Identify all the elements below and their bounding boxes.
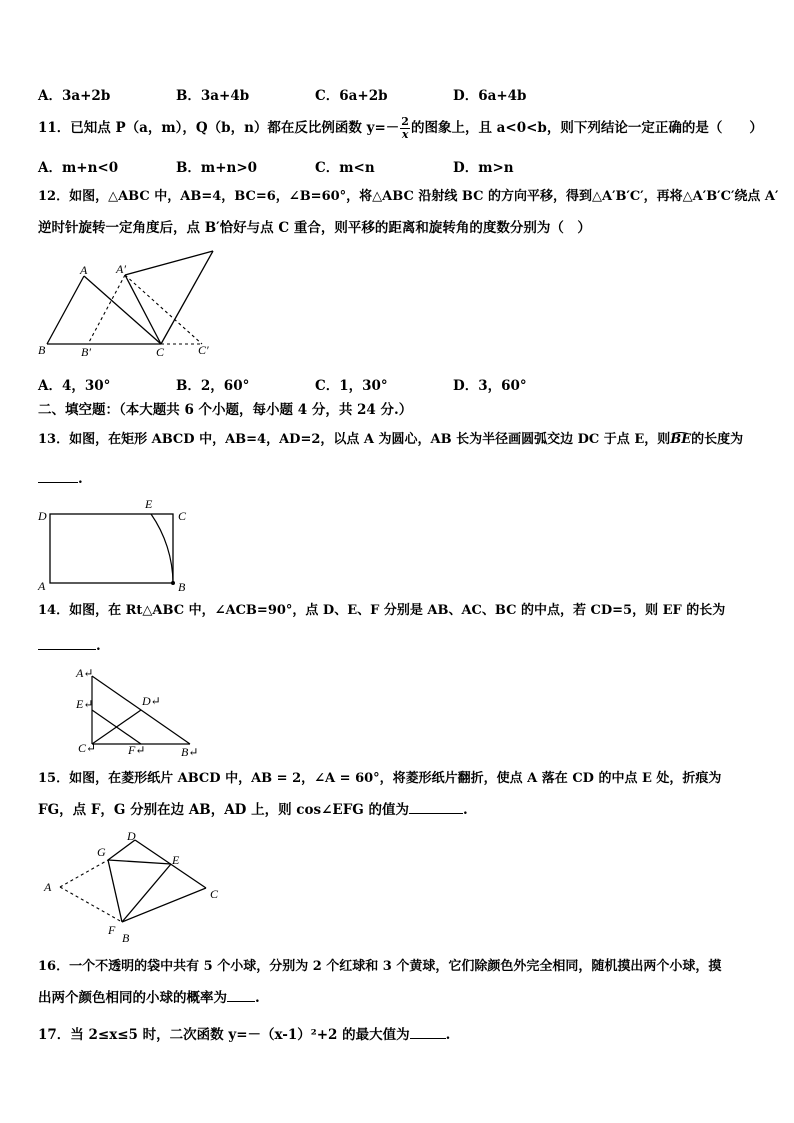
q13-rectangle bbox=[50, 514, 173, 583]
q13-arc-mark bbox=[671, 432, 690, 438]
q14-label-f: F↵ bbox=[128, 743, 146, 757]
q13-label-a: A bbox=[38, 579, 46, 593]
q13-label-d: D bbox=[38, 509, 47, 523]
q10-option-a: A．3a+2b bbox=[38, 88, 111, 104]
q12-seg-top-c bbox=[161, 251, 213, 344]
q10-option-c: C．6a+2b bbox=[315, 88, 388, 104]
q14-label-c: C↵ bbox=[78, 741, 97, 755]
q15-label-b: B bbox=[122, 931, 130, 945]
q13-label-b: B bbox=[178, 580, 186, 594]
q11-fraction bbox=[400, 116, 410, 141]
q13-arc-be bbox=[670, 431, 691, 449]
q14-figure bbox=[72, 660, 212, 760]
q13-line2 bbox=[38, 470, 83, 488]
q16-line2 bbox=[38, 989, 260, 1007]
q15-seg-ef bbox=[122, 864, 171, 922]
q12-label-a1: A′ bbox=[116, 262, 126, 276]
q13-label-e: E bbox=[145, 497, 153, 511]
q15-line2-end: . bbox=[463, 802, 468, 818]
q14-line2-end: . bbox=[96, 638, 101, 654]
q15-seg-af bbox=[60, 887, 122, 922]
q17-text-end: . bbox=[445, 1027, 451, 1043]
q14-label-b: B↵ bbox=[181, 745, 199, 759]
q12-seg-a1-top bbox=[125, 251, 213, 275]
q14-label-e: E↵ bbox=[76, 697, 94, 711]
q10-option-d: D．6a+4b bbox=[453, 88, 527, 104]
q13-line2-end: . bbox=[78, 471, 83, 487]
q11-option-b: B．m+n>0 bbox=[176, 160, 258, 176]
q15-answer-blank[interactable] bbox=[409, 801, 463, 814]
q13-answer-blank[interactable] bbox=[38, 470, 78, 483]
q12-label-a: A bbox=[80, 263, 88, 277]
q12-line1: 12．如图，△ABC 中，AB=4，BC=6，∠B=60°，将△ABC 沿射线 BC 的方向平移，得到△A′B′C′，再将△A′B′C′绕点 A′ bbox=[38, 189, 779, 204]
q13-arc-label: BE bbox=[670, 432, 692, 447]
q13-line1-b: 的长度为 bbox=[691, 432, 744, 447]
q15-label-e: E bbox=[172, 853, 180, 867]
q15-label-d: D bbox=[127, 829, 136, 843]
q15-seg-gd bbox=[108, 840, 135, 860]
q12-label-b: B bbox=[38, 343, 46, 357]
q12-seg-ac bbox=[84, 276, 161, 344]
q11-option-a: A．m+n<0 bbox=[38, 160, 119, 176]
q12-option-b: B．2，60° bbox=[176, 378, 250, 394]
q12-seg-a1c bbox=[125, 275, 161, 344]
q14-line1: 14．如图，在 Rt△ABC 中，∠ACB=90°，点 D、E、F 分别是 AB、AC、BC 的中点，若 CD=5，则 EF 的长为 bbox=[38, 603, 726, 618]
q12-label-c1: C′ bbox=[198, 343, 209, 357]
q15-figure bbox=[38, 826, 228, 946]
q15-label-a: A bbox=[44, 880, 52, 894]
q15-label-f: F bbox=[108, 923, 116, 937]
q13-figure bbox=[34, 494, 194, 594]
q12-label-b1: B′ bbox=[81, 345, 91, 359]
q16-line2-a: 出两个颜色相同的小球的概率为 bbox=[38, 990, 227, 1006]
q11-frac-num: 2 bbox=[401, 115, 409, 128]
q13-point-b bbox=[171, 581, 175, 585]
q15-label-g: G bbox=[97, 845, 106, 859]
q15-line2 bbox=[38, 801, 468, 819]
q11-stem-a: 11．已知点 P（a，m），Q（b，n）都在反比例函数 y=－ bbox=[38, 120, 400, 136]
q13-line1-a: 13．如图，在矩形 ABCD 中，AB=4，AD=2，以点 A 为圆心，AB 长为半径画圆弧交边 DC 于点 E，则 bbox=[38, 432, 671, 447]
q12-option-d: D．3，60° bbox=[453, 378, 527, 394]
q12-option-c: C．1，30° bbox=[315, 378, 388, 394]
q11-frac-den: x bbox=[401, 128, 409, 141]
section-fill-blank-heading: 二、填空题：（本大题共 6 个小题，每小题 4 分，共 24 分.） bbox=[38, 402, 413, 418]
q17-answer-blank[interactable] bbox=[410, 1026, 446, 1039]
q12-label-c: C bbox=[156, 345, 165, 359]
q15-seg-gf bbox=[108, 860, 122, 922]
q12-option-a: A．4，30° bbox=[38, 378, 111, 394]
q15-line2-a: FG，点 F，G 分别在边 AB，AD 上，则 cos∠EFG 的值为 bbox=[38, 802, 410, 818]
q14-line2 bbox=[38, 637, 101, 655]
q13-line1 bbox=[38, 431, 743, 449]
q12-line2: 逆时针旋转一定角度后，点 B′恰好与点 C 重合，则平移的距离和旋转角的度数分别为（ ） bbox=[38, 220, 591, 236]
q17-text-a: 17．当 2≤x≤5 时，二次函数 y=－（x-1）²+2 的最大值为 bbox=[38, 1027, 410, 1043]
q15-seg-cb bbox=[122, 888, 206, 922]
q11-stem bbox=[38, 113, 763, 143]
q16-answer-blank[interactable] bbox=[227, 989, 255, 1002]
q11-option-d: D．m>n bbox=[453, 160, 514, 176]
q14-label-a: A↵ bbox=[76, 666, 94, 680]
q17-text bbox=[38, 1026, 450, 1044]
q15-seg-ge bbox=[108, 860, 171, 864]
q11-stem-b: 的图象上，且 a<0<b，则下列结论一定正确的是（ ） bbox=[410, 120, 763, 136]
q12-seg-a1c1 bbox=[125, 275, 202, 344]
q12-seg-a1b1 bbox=[88, 275, 125, 344]
q15-seg-ag bbox=[60, 860, 108, 887]
q11-option-c: C．m<n bbox=[315, 160, 375, 176]
q15-line1: 15．如图，在菱形纸片 ABCD 中，AB = 2，∠A = 60°，将菱形纸片翻折，使点 A 落在 CD 的中点 E 处，折痕为 bbox=[38, 771, 722, 786]
q13-label-c: C bbox=[178, 509, 187, 523]
q12-seg-ab bbox=[47, 276, 84, 344]
q16-line2-end: . bbox=[255, 990, 260, 1006]
q14-answer-blank[interactable] bbox=[38, 637, 96, 650]
q16-line1: 16．一个不透明的袋中共有 5 个小球，分别为 2 个红球和 3 个黄球，它们除颜色外完全相同，随机摸出两个小球，摸 bbox=[38, 959, 722, 974]
q15-label-c: C bbox=[210, 887, 219, 901]
q10-option-b: B．3a+4b bbox=[176, 88, 250, 104]
q12-figure bbox=[36, 246, 226, 364]
q13-arc bbox=[151, 514, 173, 583]
q14-label-d: D↵ bbox=[142, 694, 161, 708]
